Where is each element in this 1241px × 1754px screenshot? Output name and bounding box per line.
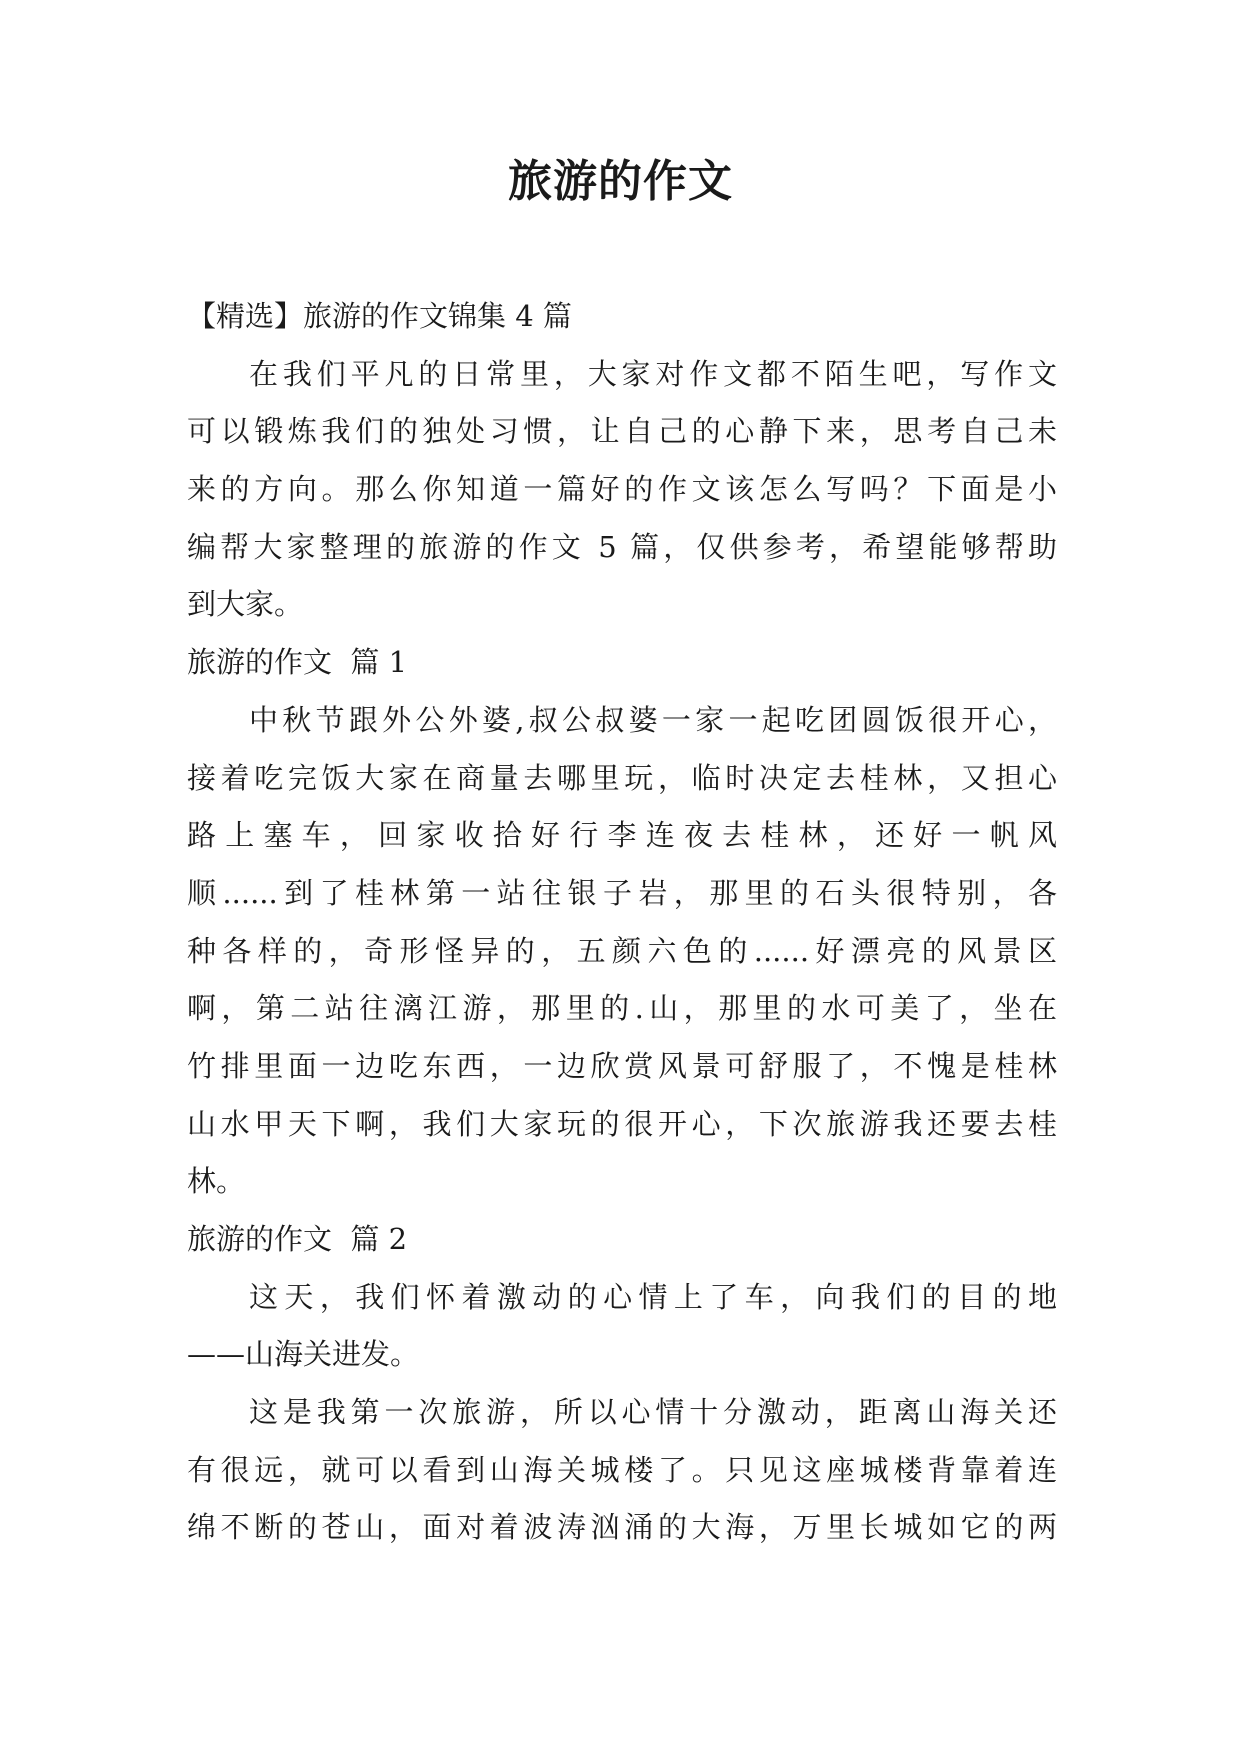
text-line: 可以锻炼我们的独处习惯，让自己的心静下来，思考自己未	[187, 414, 1057, 449]
text-line: 接着吃完饭大家在商量去哪里玩，临时决定去桂林，又担心	[187, 760, 1057, 795]
text-line: 种各样的，奇形怪异的，五颜六色的......好漂亮的风景区	[187, 933, 1057, 968]
document-title: 旅游的作文	[508, 156, 733, 207]
text-line: 旅游的作文 篇 1	[187, 645, 408, 680]
text-line: 啊，第二站往漓江游，那里的.山，那里的水可美了，坐在	[187, 991, 1057, 1026]
text-line: 旅游的作文 篇 2	[187, 1222, 408, 1256]
text-line: 【精选】旅游的作文锦集 4 篇	[187, 299, 572, 333]
text-line: 顺......到了桂林第一站往银子岩，那里的石头很特别，各	[187, 875, 1057, 910]
text-line: 在我们平凡的日常里，大家对作文都不陌生吧，写作文	[249, 356, 1057, 391]
text-line: 中秋节跟外公外婆,叔公叔婆一家一起吃团圆饭很开心，	[249, 702, 1057, 737]
text-line: 绵不断的苍山，面对着波涛汹涌的大海，万里长城如它的两	[187, 1510, 1057, 1545]
text-line: 这天，我们怀着激动的心情上了车，向我们的目的地	[249, 1279, 1057, 1314]
text-line: 编帮大家整理的旅游的作文 5 篇，仅供参考，希望能够帮助	[187, 529, 1057, 564]
text-line: 竹排里面一边吃东西，一边欣赏风景可舒服了，不愧是桂林	[187, 1048, 1057, 1083]
text-line: 这是我第一次旅游，所以心情十分激动，距离山海关还	[249, 1395, 1057, 1430]
text-line: 山水甲天下啊，我们大家玩的很开心，下次旅游我还要去桂	[187, 1106, 1057, 1141]
text-line: 到大家。	[187, 587, 304, 622]
document-body	[187, 288, 1057, 1557]
text-line: ——山海关进发。	[187, 1337, 420, 1372]
text-line: 路上塞车，回家收拾好行李连夜去桂林，还好一帆风	[187, 818, 1057, 853]
text-line: 来的方向。那么你知道一篇好的作文该怎么写吗？下面是小	[187, 472, 1057, 507]
text-line: 林。	[187, 1164, 246, 1199]
text-line: 有很远，就可以看到山海关城楼了。只见这座城楼背靠着连	[187, 1452, 1057, 1487]
